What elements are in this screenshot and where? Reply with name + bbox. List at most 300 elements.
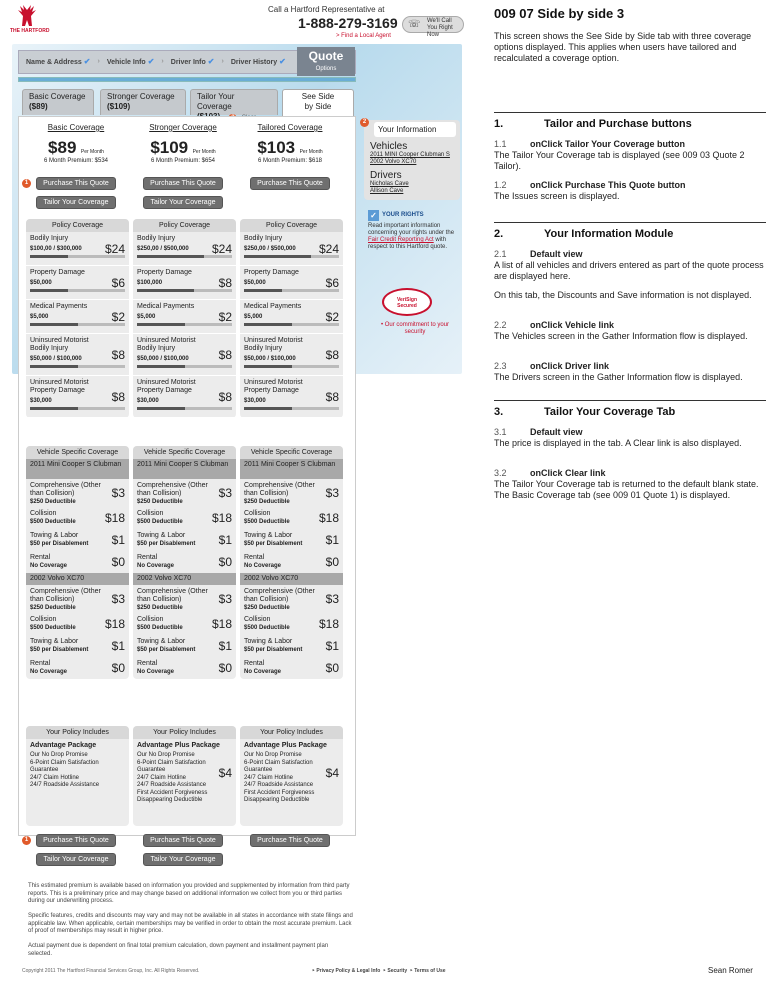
coverage-detail: $500 Deductible: [137, 519, 183, 525]
package-item: Disappearing Deductible: [137, 797, 203, 803]
section-item: [494, 249, 766, 282]
coverage-level-bar: [137, 365, 232, 368]
coverage-detail: $50 per Disablement: [30, 541, 89, 547]
vehicle-coverage-box: [26, 446, 129, 679]
rights-text: Read important information concerning your rights under the: [368, 223, 455, 236]
annotation-badge: 1: [22, 836, 31, 845]
package-item: 24/7 Claim Hotline: [137, 774, 187, 781]
coverage-price: $18: [318, 511, 339, 525]
coverage-price: $24: [318, 241, 339, 256]
item-title: onClick Clear link: [530, 468, 606, 478]
section-divider: [494, 112, 766, 113]
coverage-row: [26, 613, 129, 635]
coverage-price: $18: [211, 617, 232, 631]
coverage-level-bar: [244, 365, 339, 368]
coverage-price: $18: [104, 511, 125, 525]
tab-price: ($89): [29, 102, 48, 111]
coverage-price: $18: [104, 617, 125, 631]
coverage-detail: $50 per Disablement: [137, 647, 196, 653]
section-item: [494, 320, 766, 342]
box-header: Your Policy Includes: [240, 726, 343, 739]
coverage-level-fill: [137, 365, 185, 368]
box-header: Policy Coverage: [133, 219, 236, 232]
tailor-coverage-button[interactable]: Tailor Your Coverage: [36, 853, 116, 866]
package-item: Disappearing Deductible: [244, 797, 310, 803]
item-text: On this tab, the Discounts and Save information is not displayed.: [494, 290, 752, 300]
coverage-row: [26, 551, 129, 573]
item-title: onClick Tailor Your Coverage button: [530, 139, 686, 149]
call-representative-text: Call a Hartford Representative at: [268, 5, 385, 14]
item-number: 3.1: [494, 427, 507, 437]
package-item: Our No Drop Promise: [30, 752, 88, 758]
package-item: Our No Drop Promise: [244, 752, 302, 758]
coverage-row: [240, 507, 343, 529]
vehicle-link[interactable]: 2011 MINI Cooper Clubman S: [370, 152, 450, 158]
coverage-detail: $50 per Disablement: [244, 541, 303, 547]
coverage-price: $0: [218, 661, 232, 675]
coverage-name: Medical Payments: [30, 303, 88, 310]
privacy-link[interactable]: ‣ Privacy Policy & Legal Info: [312, 968, 381, 974]
spec-document: [494, 0, 770, 983]
coverage-price: $3: [325, 486, 339, 500]
package-item: 6-Point Claim Satisfaction Guarantee: [30, 759, 99, 773]
coverage-detail: No Coverage: [30, 669, 68, 675]
coverage-name: Rental: [137, 554, 158, 561]
policy-includes-box: [26, 726, 129, 826]
coverage-limit: $250,00 / $500,000: [137, 246, 189, 252]
item-heading: [494, 427, 766, 438]
package-item: 24/7 Roadside Assistance: [244, 782, 314, 788]
item-number: 2.1: [494, 249, 507, 259]
coverage-name: Towing & Labor: [244, 532, 293, 539]
step-vehicle-info[interactable]: Vehicle Info ✔: [106, 57, 155, 66]
coverage-row: [240, 232, 343, 266]
check-icon: ✔: [207, 57, 215, 66]
item-text: The price is displayed in the tab. A Clear link is also displayed.: [494, 438, 742, 448]
call-me-button[interactable]: [402, 16, 464, 38]
coverage-row: [26, 300, 129, 334]
coverage-price: $1: [218, 639, 232, 653]
box-header: Policy Coverage: [240, 219, 343, 232]
coverage-name: Bodily Injury: [137, 235, 176, 242]
coverage-price: $2: [218, 309, 232, 324]
coverage-name: Uninsured Motorist Bodily Injury: [244, 337, 303, 352]
package-price: $4: [325, 766, 339, 780]
purchase-quote-button[interactable]: Purchase This Quote: [143, 834, 223, 847]
coverage-detail: $250 Deductible: [30, 499, 76, 505]
item-heading: [494, 468, 766, 479]
tailor-coverage-button[interactable]: Tailor Your Coverage: [143, 196, 223, 209]
tab-stronger-coverage[interactable]: [100, 89, 186, 115]
coverage-row: [133, 376, 236, 418]
coverage-name: Property Damage: [30, 269, 85, 276]
coverage-row: [133, 266, 236, 300]
vehicle-coverage-box: [240, 446, 343, 679]
coverage-limit: $5,000: [244, 314, 263, 320]
your-rights-block: [368, 212, 460, 251]
per-month-label: Per Month: [192, 149, 216, 155]
coverage-row: [133, 334, 236, 376]
six-month-premium: 6 Month Premium: $618: [257, 158, 323, 164]
coverage-row: [133, 585, 236, 613]
coverage-price: $0: [111, 661, 125, 675]
item-heading: [494, 249, 766, 260]
item-title: onClick Vehicle link: [530, 320, 615, 330]
coverage-level-fill: [137, 407, 185, 410]
phone-number[interactable]: 1-888-279-3169: [298, 15, 398, 31]
chevron-right-icon: ›: [221, 58, 224, 65]
monthly-price: $109: [150, 138, 189, 157]
footer-links: [312, 968, 446, 974]
coverage-name: Uninsured Motorist Property Damage: [137, 379, 196, 394]
six-month-premium: 6 Month Premium: $654: [150, 158, 216, 164]
box-header: Your Policy Includes: [133, 726, 236, 739]
chevron-right-icon: ›: [161, 58, 164, 65]
coverage-level-bar: [30, 365, 125, 368]
policy-coverage-box: [26, 219, 129, 418]
coverage-level-fill: [30, 255, 68, 258]
coverage-title: Stronger Coverage: [149, 123, 217, 132]
check-icon: ✔: [279, 57, 286, 66]
vehicle-link[interactable]: 2002 Volvo XC70: [370, 159, 417, 165]
coverage-price: $2: [111, 309, 125, 324]
coverage-name: Comprehensive (Other than Collision): [30, 482, 101, 497]
coverage-row: [240, 300, 343, 334]
coverage-row: [240, 479, 343, 507]
item-text: The Vehicles screen in the Gather Information flow is displayed.: [494, 331, 748, 341]
package-item: First Accident Forgiveness: [244, 789, 315, 796]
coverage-price: $2: [325, 309, 339, 324]
coverage-row: [26, 266, 129, 300]
coverage-name: Comprehensive (Other than Collision): [244, 588, 315, 603]
monthly-price: $103: [257, 138, 296, 157]
coverage-level-bar: [244, 407, 339, 410]
coverage-price: $24: [104, 241, 125, 256]
coverage-row: [240, 613, 343, 635]
coverage-name: Collision: [30, 616, 57, 623]
security-link[interactable]: ‣ Security: [383, 968, 408, 974]
coverage-level-bar: [30, 289, 125, 292]
section-divider: [494, 222, 766, 223]
coverage-level-bar: [137, 407, 232, 410]
item-number: 1.1: [494, 139, 507, 149]
coverage-row: [240, 376, 343, 418]
coverage-row: [26, 529, 129, 551]
logo-text: THE HARTFORD: [10, 28, 50, 34]
coverage-limit: $5,000: [30, 314, 49, 320]
coverage-row: [133, 529, 236, 551]
coverage-limit: $30,000: [30, 398, 52, 404]
price: [240, 138, 340, 158]
purchase-quote-button[interactable]: Purchase This Quote: [36, 834, 116, 847]
coverage-detail: $500 Deductible: [244, 625, 290, 631]
coverage-title: Basic Coverage: [47, 123, 105, 132]
item-heading: [494, 320, 766, 331]
doc-title: 009 07 Side by side 3: [494, 6, 625, 21]
section-title: Your Information Module: [544, 228, 674, 240]
seal-line1: VeriSign: [396, 297, 417, 303]
vehicles-heading: Vehicles: [370, 141, 408, 152]
copyright: Copyright 2011 The Hartford Financial Services Group, Inc. All Rights Reserved.: [22, 968, 200, 974]
coverage-price: $0: [218, 555, 232, 569]
item-text: A list of all vehicles and drivers entered as part of the quote process are displayed here.: [494, 260, 764, 281]
package-item: 6-Point Claim Satisfaction Guarantee: [137, 759, 206, 773]
coverage-level-bar: [137, 255, 232, 258]
coverage-price: $0: [325, 555, 339, 569]
package-item: First Accident Forgiveness: [137, 789, 208, 796]
item-title: Default view: [530, 249, 583, 259]
coverage-level-bar: [137, 323, 232, 326]
package-item: 24/7 Roadside Assistance: [30, 782, 100, 788]
coverage-limit: $50,000 / $100,000: [244, 356, 296, 362]
coverage-row: [240, 529, 343, 551]
section-item: [494, 361, 766, 383]
coverage-level-bar: [244, 289, 339, 292]
rights-text-after: with respect to this Hartford quote.: [368, 237, 448, 250]
policy-coverage-box: [133, 219, 236, 418]
item-heading: [494, 139, 766, 150]
coverage-row: [240, 657, 343, 679]
annotation-badge: 2: [360, 118, 369, 127]
coverage-price: $3: [218, 592, 232, 606]
step-driver-history[interactable]: Driver History ✔: [230, 57, 286, 66]
coverage-name: Towing & Labor: [137, 638, 186, 645]
quote-step-title: Quote: [308, 49, 344, 63]
coverage-detail: No Coverage: [244, 669, 282, 675]
coverage-price: $8: [218, 347, 232, 362]
tailor-coverage-button[interactable]: Tailor Your Coverage: [143, 853, 223, 866]
coverage-detail: $500 Deductible: [30, 625, 76, 631]
coverage-price: $6: [325, 275, 339, 290]
coverage-title: Tailored Coverage: [257, 123, 323, 132]
coverage-level-fill: [137, 255, 204, 258]
item-title: onClick Driver link: [530, 361, 610, 371]
package-item: 24/7 Roadside Assistance: [137, 782, 207, 788]
policy-includes-box: [240, 726, 343, 826]
vehicle-name: 2011 Mini Cooper S Clubman: [26, 459, 129, 479]
author: Sean Romer: [708, 966, 753, 975]
chevron-right-icon: ›: [97, 58, 100, 65]
coverage-row: [26, 585, 129, 613]
coverage-detail: $250 Deductible: [137, 499, 183, 505]
tab-basic-coverage[interactable]: [22, 89, 94, 115]
coverage-detail: No Coverage: [137, 563, 175, 569]
tab-label: Tailor Your Coverage: [197, 92, 235, 111]
coverage-name: Rental: [244, 660, 265, 667]
coverage-price: $8: [111, 389, 125, 404]
vehicle-name: 2011 Mini Cooper S Clubman: [240, 459, 343, 479]
coverage-row: [26, 376, 129, 418]
coverage-name: Property Damage: [244, 269, 299, 276]
coverage-row: [26, 657, 129, 679]
coverage-name: Rental: [244, 554, 265, 561]
coverage-detail: $50 per Disablement: [137, 541, 196, 547]
vehicle-name: 2002 Volvo XC70: [133, 573, 236, 585]
coverage-name: Rental: [137, 660, 158, 667]
coverage-row: [133, 551, 236, 573]
tab-price: ($109): [107, 102, 131, 111]
coverage-name: Collision: [137, 510, 164, 517]
price: [26, 138, 126, 158]
tailor-coverage-button[interactable]: Tailor Your Coverage: [36, 196, 116, 209]
coverage-price: $18: [318, 617, 339, 631]
coverage-detail: $500 Deductible: [137, 625, 183, 631]
coverage-name: Rental: [30, 554, 51, 561]
hartford-stag-logo[interactable]: [10, 4, 44, 42]
coverage-name: Medical Payments: [137, 303, 195, 310]
coverage-level-fill: [244, 365, 292, 368]
coverage-price: $1: [325, 639, 339, 653]
vehicle-coverage-box: [133, 446, 236, 679]
progress-fill: [19, 78, 355, 81]
coverage-price: $3: [111, 486, 125, 500]
item-text: The Drivers screen in the Gather Information flow is displayed.: [494, 372, 743, 382]
item-text: The Tailor Your Coverage tab is returned to the default blank state. The Basic Coverage tab (see 009 01 Quote 1) is displayed.: [494, 479, 759, 500]
coverage-name: Uninsured Motorist Bodily Injury: [30, 337, 89, 352]
disclaimer: Actual payment due is dependent on final total premium calculation, down payment and installment payment plan selected.: [28, 943, 329, 957]
section-divider: [494, 400, 766, 401]
coverage-price: $8: [218, 275, 232, 290]
vehicle-name: 2002 Volvo XC70: [240, 573, 343, 585]
price: [133, 138, 233, 158]
vehicle-name: 2002 Volvo XC70: [26, 573, 129, 585]
item-text: The Tailor Your Coverage tab is displayed (see 009 03 Quote 2 Tailor).: [494, 150, 745, 171]
coverage-name: Uninsured Motorist Property Damage: [30, 379, 89, 394]
check-icon: ✔: [147, 57, 155, 66]
section-item: [494, 180, 766, 202]
verisign-seal[interactable]: [382, 288, 432, 316]
driver-link[interactable]: Nicholas Cave: [370, 181, 409, 187]
coverage-row: [133, 613, 236, 635]
coverage-detail: $500 Deductible: [30, 519, 76, 525]
driver-link[interactable]: Allison Cave: [370, 188, 404, 194]
item-number: 2.3: [494, 361, 507, 371]
policy-includes-box: [133, 726, 236, 826]
item-number: 3.2: [494, 468, 507, 478]
coverage-detail: $250 Deductible: [30, 605, 76, 611]
package-item: Our No Drop Promise: [137, 752, 195, 758]
purchase-quote-button[interactable]: Purchase This Quote: [250, 834, 330, 847]
coverage-detail: $50 per Disablement: [30, 647, 89, 653]
coverage-name: Towing & Labor: [30, 638, 79, 645]
coverage-price: $1: [325, 533, 339, 547]
box-header: Vehicle Specific Coverage: [133, 446, 236, 459]
seal-line2: Secured: [397, 303, 417, 309]
coverage-row: [240, 334, 343, 376]
section-number: 1.: [494, 118, 504, 130]
coverage-limit: $50,000 / $100,000: [137, 356, 189, 362]
item-number: 1.2: [494, 180, 507, 190]
coverage-level-fill: [30, 323, 78, 326]
coverage-level-fill: [30, 407, 78, 410]
find-agent-link[interactable]: > Find a Local Agent: [336, 33, 391, 39]
coverage-level-bar: [244, 323, 339, 326]
coverage-level-fill: [244, 289, 282, 292]
coverage-price: $18: [211, 511, 232, 525]
coverage-price: $3: [111, 592, 125, 606]
package-item: 24/7 Claim Hotline: [244, 774, 294, 781]
coverage-price: $8: [325, 389, 339, 404]
item-title: Default view: [530, 427, 583, 437]
annotation-badge: 1: [22, 179, 31, 188]
coverage-name: Bodily Injury: [30, 235, 69, 242]
coverage-limit: $30,000: [137, 398, 159, 404]
rights-title: ✓ YOUR RIGHTS: [368, 212, 460, 219]
coverage-price: $3: [325, 592, 339, 606]
tab-tailor-coverage[interactable]: [190, 89, 278, 115]
section-heading: [494, 406, 675, 418]
coverage-limit: $50,000: [30, 280, 52, 286]
coverage-limit: $250,00 / $500,000: [244, 246, 296, 252]
coverage-limit: $100,000: [137, 280, 163, 286]
coverage-price: $1: [218, 533, 232, 547]
coverage-column: [26, 123, 126, 164]
coverage-price: $1: [111, 639, 125, 653]
item-number: 2.2: [494, 320, 507, 330]
coverage-name: Property Damage: [137, 269, 192, 276]
coverage-level-fill: [244, 407, 292, 410]
coverage-price: $8: [218, 389, 232, 404]
package-name: Advantage Plus Package: [137, 742, 220, 749]
coverage-name: Comprehensive (Other than Collision): [137, 482, 208, 497]
purchase-quote-button[interactable]: Purchase This Quote: [250, 177, 330, 190]
item-text: The Issues screen is displayed.: [494, 191, 620, 201]
package-name: Advantage Plus Package: [244, 742, 327, 749]
coverage-row: [26, 507, 129, 529]
terms-link[interactable]: ‣ Terms of Use: [409, 968, 446, 974]
monthly-price: $89: [48, 138, 77, 157]
coverage-level-fill: [137, 323, 185, 326]
coverage-name: Comprehensive (Other than Collision): [30, 588, 101, 603]
coverage-name: Comprehensive (Other than Collision): [137, 588, 208, 603]
step-name-address[interactable]: Name & Address ✔: [26, 57, 91, 66]
coverage-price: $24: [211, 241, 232, 256]
policy-coverage-box: [240, 219, 343, 418]
coverage-name: Uninsured Motorist Bodily Injury: [137, 337, 196, 352]
coverage-price: $8: [325, 347, 339, 362]
tab-label: See Side by Side: [301, 92, 335, 111]
fcra-link[interactable]: Fair Credit Reporting Act: [368, 237, 434, 243]
package-items: [26, 752, 129, 794]
coverage-row: [26, 635, 129, 657]
step-driver-info[interactable]: Driver Info ✔: [170, 57, 215, 66]
coverage-name: Towing & Labor: [244, 638, 293, 645]
coverage-detail: No Coverage: [30, 563, 68, 569]
security-commitment-link[interactable]: • Our commitment to your security: [380, 322, 450, 335]
coverage-column: [133, 123, 233, 164]
coverage-row: [133, 635, 236, 657]
section-heading: [494, 118, 692, 130]
tab-side-by-side[interactable]: [282, 89, 354, 118]
coverage-row: [133, 507, 236, 529]
coverage-level-fill: [137, 289, 194, 292]
purchase-quote-button[interactable]: Purchase This Quote: [143, 177, 223, 190]
item-heading: [494, 180, 766, 191]
phone-icon: ☏: [408, 19, 421, 30]
coverage-row: [133, 479, 236, 507]
section-title: Tailor and Purchase buttons: [544, 118, 692, 130]
coverage-detail: $250 Deductible: [137, 605, 183, 611]
tab-label: Basic Coverage: [29, 92, 86, 101]
box-header: Vehicle Specific Coverage: [26, 446, 129, 459]
your-information-module: [364, 120, 460, 200]
coverage-detail: $500 Deductible: [244, 519, 290, 525]
coverage-row: [26, 232, 129, 266]
item-heading: [494, 361, 766, 372]
section-item: [494, 139, 766, 172]
coverage-level-bar: [30, 407, 125, 410]
purchase-quote-button[interactable]: Purchase This Quote: [36, 177, 116, 190]
